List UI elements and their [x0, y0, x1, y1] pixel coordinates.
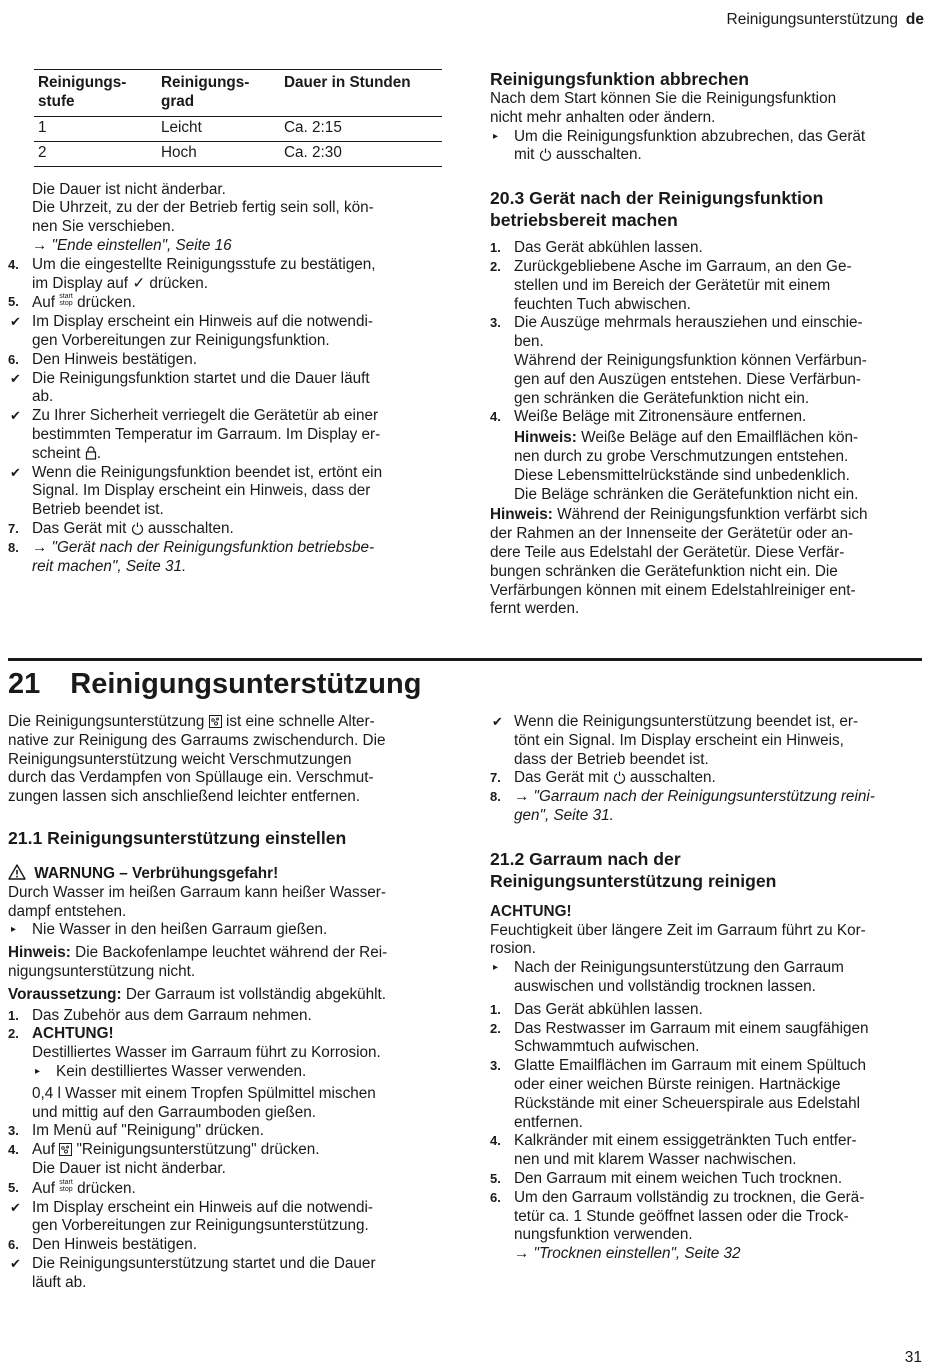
hint-discoloration: Hinweis: Während der Reinigungsfunktion verfärbt sich der Rahmen an der Innenseite der Gerätetür oder an- dere Teile aus Edelstahl der Gerätetür. Diese Verfär- bungen schränken die Gerätefunktion nicht ein. Die Verfärbungen können mit einem Edelstahlreiniger ent- fernt werden.: [490, 506, 868, 618]
table-header-duration: Dauer in Stunden: [284, 74, 411, 91]
step-2: 2. Das Restwasser im Garraum mit einem saugfähigen Schwammtuch aufwischen.: [490, 1019, 869, 1056]
step-5: 5. Auf start stop drücken.: [8, 293, 136, 312]
step-5: 5. Den Garraum mit einem weichen Tuch trocknen.: [490, 1169, 843, 1187]
step-6: 6. Um den Garraum vollständig zu trocknen, die Gerä- tetür ca. 1 Stunde geöffnet lassen oder die Trock- nungsfunktion verwenden. → "Trocknen einstellen", Seite 32: [490, 1189, 922, 1264]
caution-action: ▸ Nach der Reinigungsunterstützung den Garraum auswischen und vollständig trocknen lassen.: [493, 959, 844, 995]
step-7: 7. Das Gerät mit ausschalten.: [490, 769, 716, 787]
action-arrow-icon: ▸: [493, 962, 499, 974]
hint-residue: Hinweis: Weiße Beläge auf den Emailflächen kön- nen durch zu grobe Verschmutzungen entstehen. Diese Lebensmittelrückstände sind unbedenklich. Die Beläge schränken die Gerätefunktion nicht ein.: [514, 429, 859, 503]
start-stop-icon: start stop: [59, 293, 73, 308]
action-arrow-icon: ▸: [493, 130, 499, 142]
step-7: 7. Das Gerät mit ausschalten.: [8, 519, 234, 537]
step-2: 2. Zurückgebliebene Asche im Garraum, an den Ge- stellen und im Bereich der Gerätetür mit einem feuchten Tuch abwischen.: [490, 257, 852, 313]
reference-link[interactable]: → "Ende einstellen", Seite 16: [32, 236, 232, 254]
result-item: ✔ Wenn die Reinigungsfunktion beendet ist, ertönt ein Signal. Im Display erscheint ein Hinweis, dass der Betrieb beendet ist.: [10, 463, 383, 519]
step-3: 3. Im Menü auf "Reinigung" drücken.: [8, 1122, 264, 1140]
step-5: 5. Auf start stop drücken.: [8, 1178, 136, 1197]
right-top-column: Reinigungsfunktion abbrechen Nach dem Start können Sie die Reinigungsfunktion nicht mehr anhalten oder ändern. ▸ Um die Reinigungsfunktion abzubrechen, das Gerät mit ausschalten. 20.3 Gerät nach der Reinigungsfunktion betriebsbereit machen 1. Das Gerät abkühlen lassen. 2. Zurückgebliebene Asche im Garraum, an den Ge- stellen und im Bereich der Gerätetür mit einem feuchten Tuch abwischen. 3. Die Auszüge mehrmals herausziehen und einschie- ben. Während der Reinigungsfunktion können Verfärbun- gen auf den Auszügen entstehen. Diese Verfärbun- gen schränken die Gerätefunktion nicht ein. 4. Weiße Beläge mit Zitronensäure entfernen. Hinweis: Weiße Beläge auf den Emailflächen kön- nen durch zu grobe Verschmutzungen entstehen. Diese Lebensmittelrückstände sind unbedenklich. Die Beläge schränken die Gerätefunktion nicht ein. Hinweis: Während der Reinigungsfunktion verfärbt sich der Rahmen an der Innenseite der Gerätetür oder an- dere Teile aus Edelstahl der Gerätetür. Diese Verfär- bungen schränken die Gerätefunktion nicht ein. Die Verfärbungen können mit einem Edelstahlreiniger ent- fernt werden.: [490, 69, 922, 619]
table-cell: 1: [34, 117, 157, 142]
start-stop-icon: start stop: [59, 1178, 73, 1193]
warning-triangle-icon: [8, 864, 26, 880]
section-21-1-heading: 21.1 Reinigungsunterstützung einstellen: [8, 827, 347, 848]
step-8: 8. → "Gerät nach der Reinigungsfunktion betriebsbe- reit machen", Seite 31.: [8, 539, 442, 577]
result-item: ✔ Im Display erscheint ein Hinweis auf die notwendi- gen Vorbereitungen zur Reinigungsunterstützung.: [10, 1198, 373, 1235]
check-result-icon: ✔: [10, 1255, 21, 1271]
caution-block: ACHTUNG! Feuchtigkeit über längere Zeit im Garraum führt zu Kor- rosion. ▸ Nach der Reinigungsunterstützung den Garraum auswischen und vollständig trocknen lassen.: [490, 903, 922, 997]
power-icon: [131, 522, 144, 535]
result-item: ✔ Wenn die Reinigungsunterstützung beendet ist, er- tönt ein Signal. Im Display erscheint ein Hinweis, dass der Betrieb beendet ist.: [492, 713, 859, 768]
step-3: 3. Die Auszüge mehrmals herausziehen und einschie- ben. Während der Reinigungsfunktion können Verfärbun- gen auf den Auszügen entstehen. Diese Verfärbun- gen schränken die Gerätefunktion nicht ein.: [490, 314, 867, 407]
check-result-icon: ✔: [10, 408, 21, 424]
step-1: 1. Das Gerät abkühlen lassen.: [490, 1000, 703, 1018]
step-2-action: ▸ Kein destilliertes Wasser verwenden.: [35, 1062, 307, 1080]
table-row: [34, 141, 442, 166]
check-result-icon: ✔: [10, 1199, 21, 1215]
right-bottom-column: [490, 713, 922, 1264]
chapter-title: 21 Reinigungsunterstützung: [8, 668, 422, 700]
warning-action: ▸ Nie Wasser in den heißen Garraum gießen.: [11, 921, 328, 939]
cleaning-level-table: [34, 69, 442, 167]
table-cell: Ca. 2:15: [280, 117, 442, 142]
table-cell: 2: [34, 141, 157, 166]
step-2: 2. ACHTUNG! Destilliertes Wasser im Garraum führt zu Korrosion. ▸ Kein destilliertes Wasser verwenden. 0,4 l Wasser mit einem Tropfen Spülmittel mischen und mittig auf den Garraumboden gießen.: [8, 1025, 442, 1122]
power-icon: [539, 148, 552, 161]
left-top-column: [8, 69, 442, 576]
check-result-icon: ✔: [10, 314, 21, 330]
left-bottom-column: [8, 713, 442, 1293]
action-arrow-icon: ▸: [35, 1065, 41, 1077]
table-header-level: Reinigungs- stufe: [38, 74, 127, 110]
prerequisite: Voraussetzung: Der Garraum ist vollständig abgekühlt.: [8, 985, 387, 1003]
result-item: ✔ Zu Ihrer Sicherheit verriegelt die Gerätetür ab einer bestimmten Temperatur im Garraum. Im Display er- scheint .: [10, 407, 381, 462]
step-8: 8. → "Garraum nach der Reinigungsunterstützung reini- gen", Seite 31.: [490, 788, 922, 826]
table-header-grade: Reinigungs- grad: [161, 74, 250, 110]
warning-block: WARNUNG – Verbrühungsgefahr! Durch Wasser im heißen Garraum kann heißer Wasser- dampf entstehen. ▸ Nie Wasser in den heißen Garraum gießen.: [8, 864, 442, 940]
reference-link[interactable]: → "Garraum nach der Reinigungsunterstützung reini-: [514, 788, 875, 806]
result-item: ✔ Die Reinigungsunterstützung startet und die Dauer läuft ab.: [10, 1254, 376, 1291]
hint-lamp: Hinweis: Die Backofenlampe leuchtet während der Rei- nigungsunterstützung nicht.: [8, 944, 388, 980]
power-icon: [613, 771, 626, 784]
chapter-intro: Die Reinigungsunterstützung ist eine schnelle Alter- native zur Reinigung des Garraums zwischendurch. Die Reinigungsunterstützung weicht Verschmutzungen durch das Verdampfen von Spüllauge ein. Verschmut- zungen lassen sich anschließend leichter entfernen.: [8, 713, 386, 806]
section-21-2-heading: 21.2 Garraum nach der Reinigungsunterstützung reinigen: [490, 848, 777, 891]
action-arrow-icon: ▸: [11, 924, 17, 936]
section-20-3-heading: 20.3 Gerät nach der Reinigungsfunktion betriebsbereit machen: [490, 188, 824, 231]
chapter-divider: [8, 658, 922, 661]
checkmark-icon: ✓: [132, 274, 146, 292]
running-header-section: Reinigungsunterstützung: [726, 11, 898, 28]
cleaning-assist-icon: [59, 1143, 72, 1156]
reference-link[interactable]: → "Trocknen einstellen", Seite 32: [514, 1245, 741, 1263]
step-6: 6. Den Hinweis bestätigen.: [8, 350, 197, 368]
step-4: 4. Auf "Reinigungsunterstützung" drücken. Die Dauer ist nicht änderbar.: [8, 1141, 320, 1177]
step-3: 3. Glatte Emailflächen im Garraum mit einem Spültuch oder einer weichen Bürste reinigen. Hartnäckige Rückstände mit einer Scheuerspirale aus Edelstahl entfernen.: [490, 1057, 866, 1131]
table-cell: Ca. 2:30: [280, 141, 442, 166]
check-result-icon: ✔: [10, 464, 21, 480]
step-4: 4. Weiße Beläge mit Zitronensäure entfernen. Hinweis: Weiße Beläge auf den Emailflächen kön- nen durch zu grobe Verschmutzungen entstehen. Diese Lebensmittelrückstände sind unbedenklich. Die Beläge schränken die Gerätefunktion nicht ein.: [490, 408, 922, 504]
table-cell: Leicht: [157, 117, 280, 142]
step-1: 1. Das Zubehör aus dem Garraum nehmen.: [8, 1006, 312, 1024]
abort-action: ▸ Um die Reinigungsfunktion abzubrechen, das Gerät mit ausschalten.: [493, 127, 866, 164]
page-number: 31: [904, 1349, 922, 1366]
step-1: 1. Das Gerät abkühlen lassen.: [490, 239, 703, 257]
check-result-icon: ✔: [492, 714, 503, 729]
abort-heading: Reinigungsfunktion abbrechen: [490, 69, 750, 89]
running-header-language: de: [905, 11, 924, 28]
cleaning-assist-icon: [209, 715, 222, 728]
step-4: 4. Kalkränder mit einem essiggetränkten Tuch entfer- nen und mit klarem Wasser nachwischen.: [490, 1132, 857, 1169]
duration-note: Die Dauer ist nicht änderbar. Die Uhrzeit, zu der der Betrieb fertig sein soll, kön- nen Sie verschieben. → "Ende einstellen", Seite 16: [8, 181, 442, 256]
reference-link[interactable]: → "Gerät nach der Reinigungsfunktion betriebsbe-: [32, 538, 375, 556]
result-item: ✔ Im Display erscheint ein Hinweis auf die notwendi- gen Vorbereitungen zur Reinigungsfunktion.: [10, 313, 373, 349]
check-result-icon: ✔: [10, 370, 21, 386]
table-row: [34, 117, 442, 142]
table-cell: Hoch: [157, 141, 280, 166]
lock-icon: [85, 446, 97, 460]
result-item: ✔ Die Reinigungsfunktion startet und die Dauer läuft ab.: [10, 369, 370, 406]
step-4: 4. Um die eingestellte Reinigungsstufe zu bestätigen, im Display auf ✓ drücken.: [8, 255, 376, 292]
step-6: 6. Den Hinweis bestätigen.: [8, 1236, 197, 1254]
